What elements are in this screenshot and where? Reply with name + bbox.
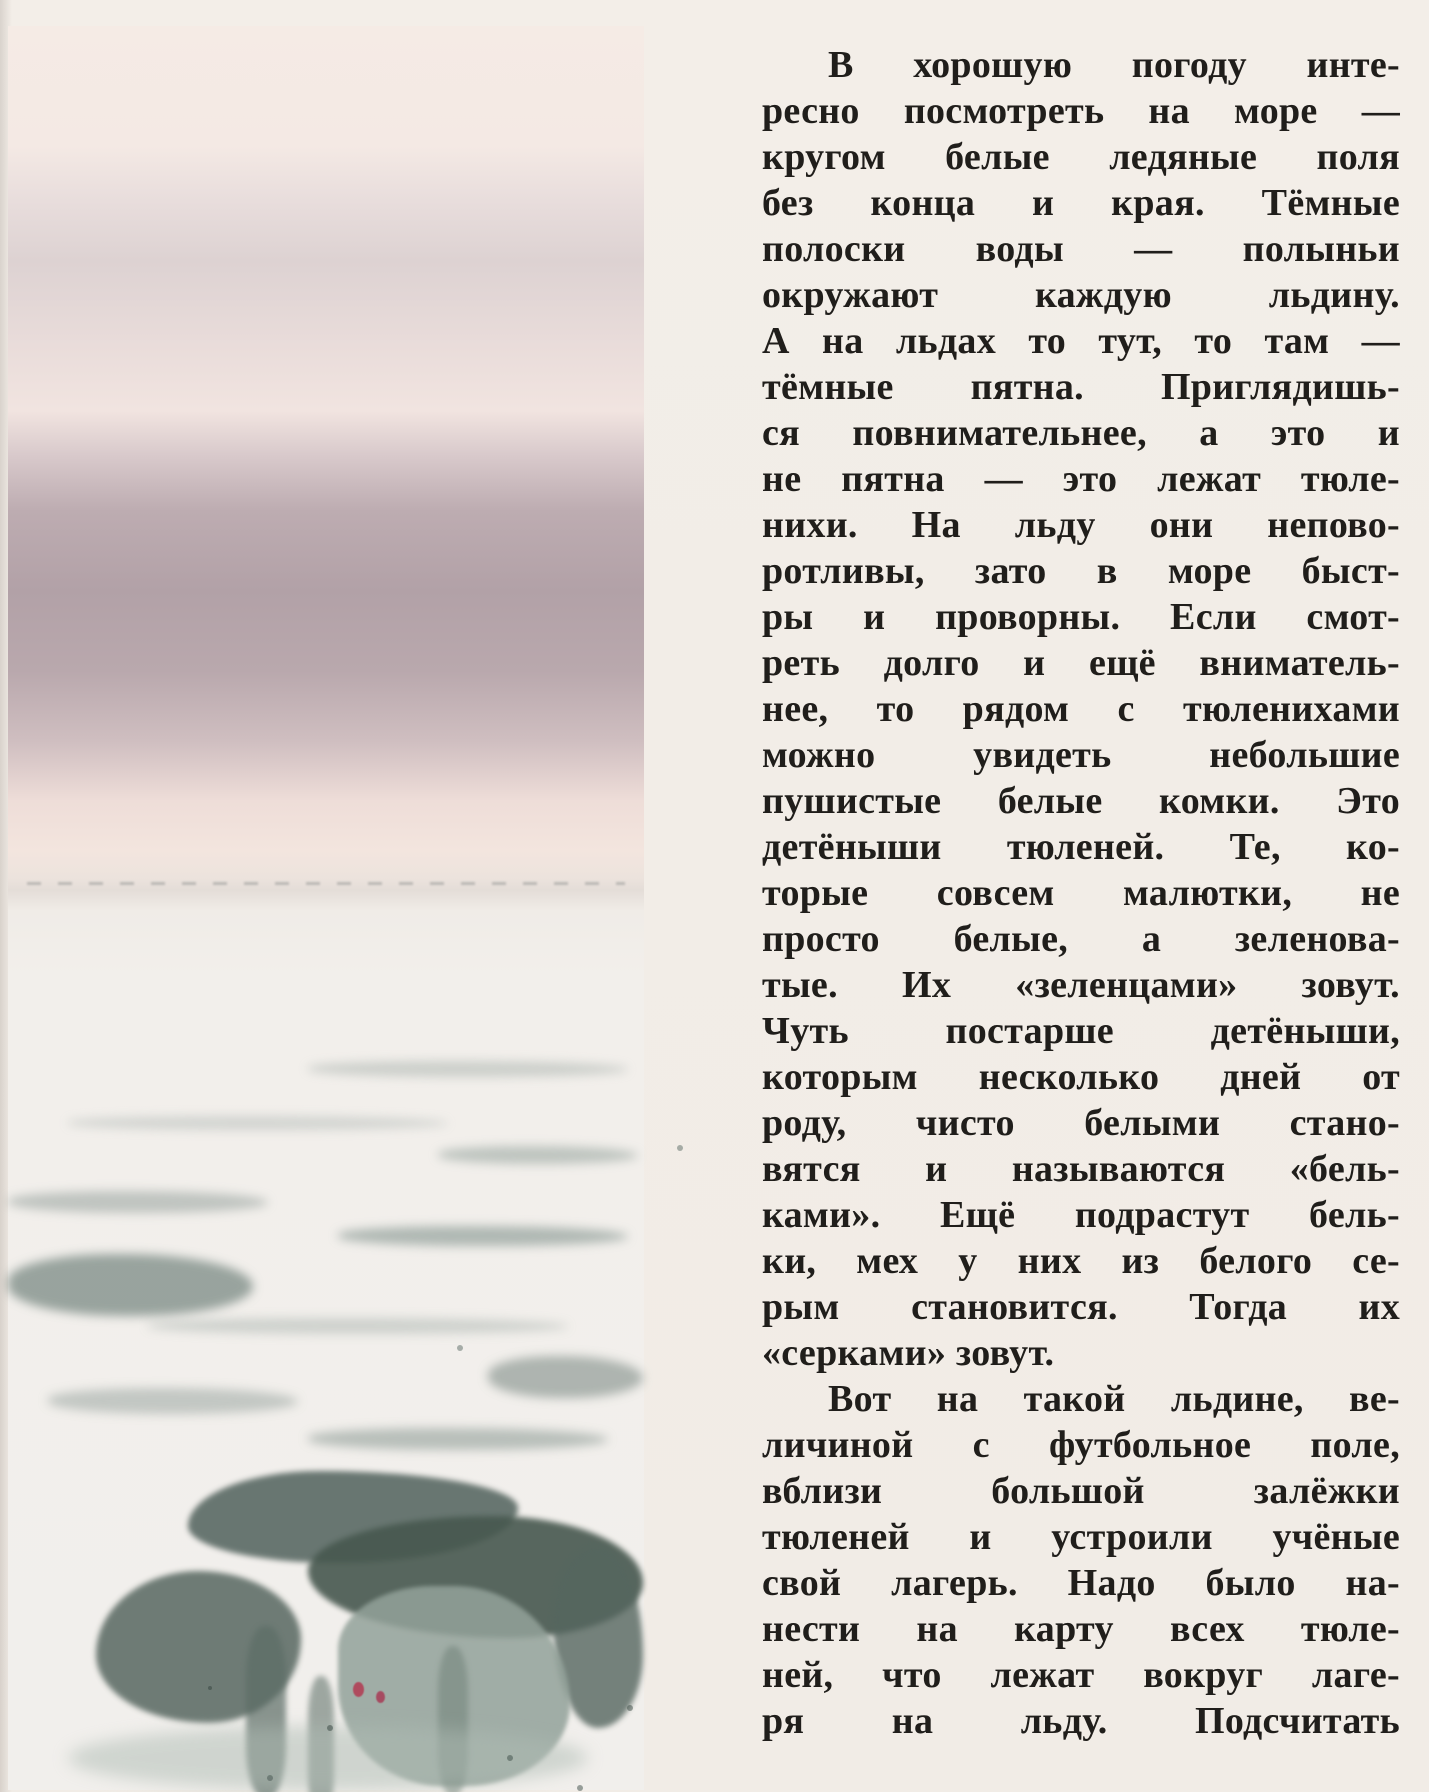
text-line: рым становится. Тогда их <box>762 1286 1400 1328</box>
text-line: ресно посмотреть на море — <box>762 90 1400 132</box>
paint-speckles <box>208 1686 212 1690</box>
ice-streak <box>68 1116 448 1130</box>
ice-floe-patch <box>488 1356 643 1398</box>
text-line: окружают каждую льдину. <box>762 274 1400 316</box>
text-line: свой лагерь. Надо было на- <box>762 1562 1400 1604</box>
red-paint-speck <box>353 1682 364 1697</box>
text-line: ками». Ещё подрастут бель- <box>762 1194 1400 1236</box>
bottom-wash <box>68 1726 588 1790</box>
text-line: без конца и края. Тёмные <box>762 182 1400 224</box>
text-line: личиной с футбольное поле, <box>762 1424 1400 1466</box>
text-line: А на льдах то тут, то там — <box>762 320 1400 362</box>
text-line: ки, мех у них из белого се- <box>762 1240 1400 1282</box>
text-line: тюленей и устроили учёные <box>762 1516 1400 1558</box>
watercolor-illustration <box>8 26 644 1790</box>
text-line: Вот на такой льдине, ве- <box>828 1378 1400 1420</box>
text-line: не пятна — это лежат тюле- <box>762 458 1400 500</box>
text-line: В хорошую погоду инте- <box>828 44 1400 86</box>
text-line: ней, что лежат вокруг лаге- <box>762 1654 1400 1696</box>
horizon-line <box>27 882 625 885</box>
ice-streak <box>8 1191 268 1213</box>
text-line: вятся и называются «бель- <box>762 1148 1400 1190</box>
text-line: нихи. На льду они непово- <box>762 504 1400 546</box>
text-line: тёмные пятна. Приглядишь- <box>762 366 1400 408</box>
text-line: ры и проворны. Если смот- <box>762 596 1400 638</box>
text-line: детёныши тюленей. Те, ко- <box>762 826 1400 868</box>
text-line: ротливы, зато в море быст- <box>762 550 1400 592</box>
ice-streak <box>148 1318 568 1334</box>
ice-streak <box>438 1146 638 1164</box>
text-line: ся повнимательнее, а это и <box>762 412 1400 454</box>
text-line: реть долго и ещё вниматель- <box>762 642 1400 684</box>
text-line: которым несколько дней от <box>762 1056 1400 1098</box>
text-line: вблизи большой залёжки <box>762 1470 1400 1512</box>
text-line: нести на карту всех тюле- <box>762 1608 1400 1650</box>
text-line: «серками» зовут. <box>762 1332 1055 1374</box>
text-line: можно увидеть небольшие <box>762 734 1400 776</box>
text-line: пушистые белые комки. Это <box>762 780 1400 822</box>
text-line: торые совсем малютки, не <box>762 872 1400 914</box>
ice-floe-dark-cluster <box>8 1254 253 1316</box>
text-line: кругом белые ледяные поля <box>762 136 1400 178</box>
text-line: тые. Их «зеленцами» зовут. <box>762 964 1400 1006</box>
ice-streak <box>338 1226 628 1246</box>
ice-streak <box>48 1388 298 1414</box>
text-line: Чуть постарше детёныши, <box>762 1010 1400 1052</box>
text-line: роду, чисто белыми стано- <box>762 1102 1400 1144</box>
ice-streak <box>308 1061 628 1077</box>
text-line: ря на льду. Подсчитать <box>762 1700 1400 1742</box>
red-paint-speck <box>376 1691 385 1703</box>
text-line: полоски воды — полыньи <box>762 228 1400 270</box>
text-line: нее, то рядом с тюленихами <box>762 688 1400 730</box>
ice-streak <box>308 1428 608 1450</box>
text-line: просто белые, а зеленова- <box>762 918 1400 960</box>
text-column <box>762 42 1400 1744</box>
